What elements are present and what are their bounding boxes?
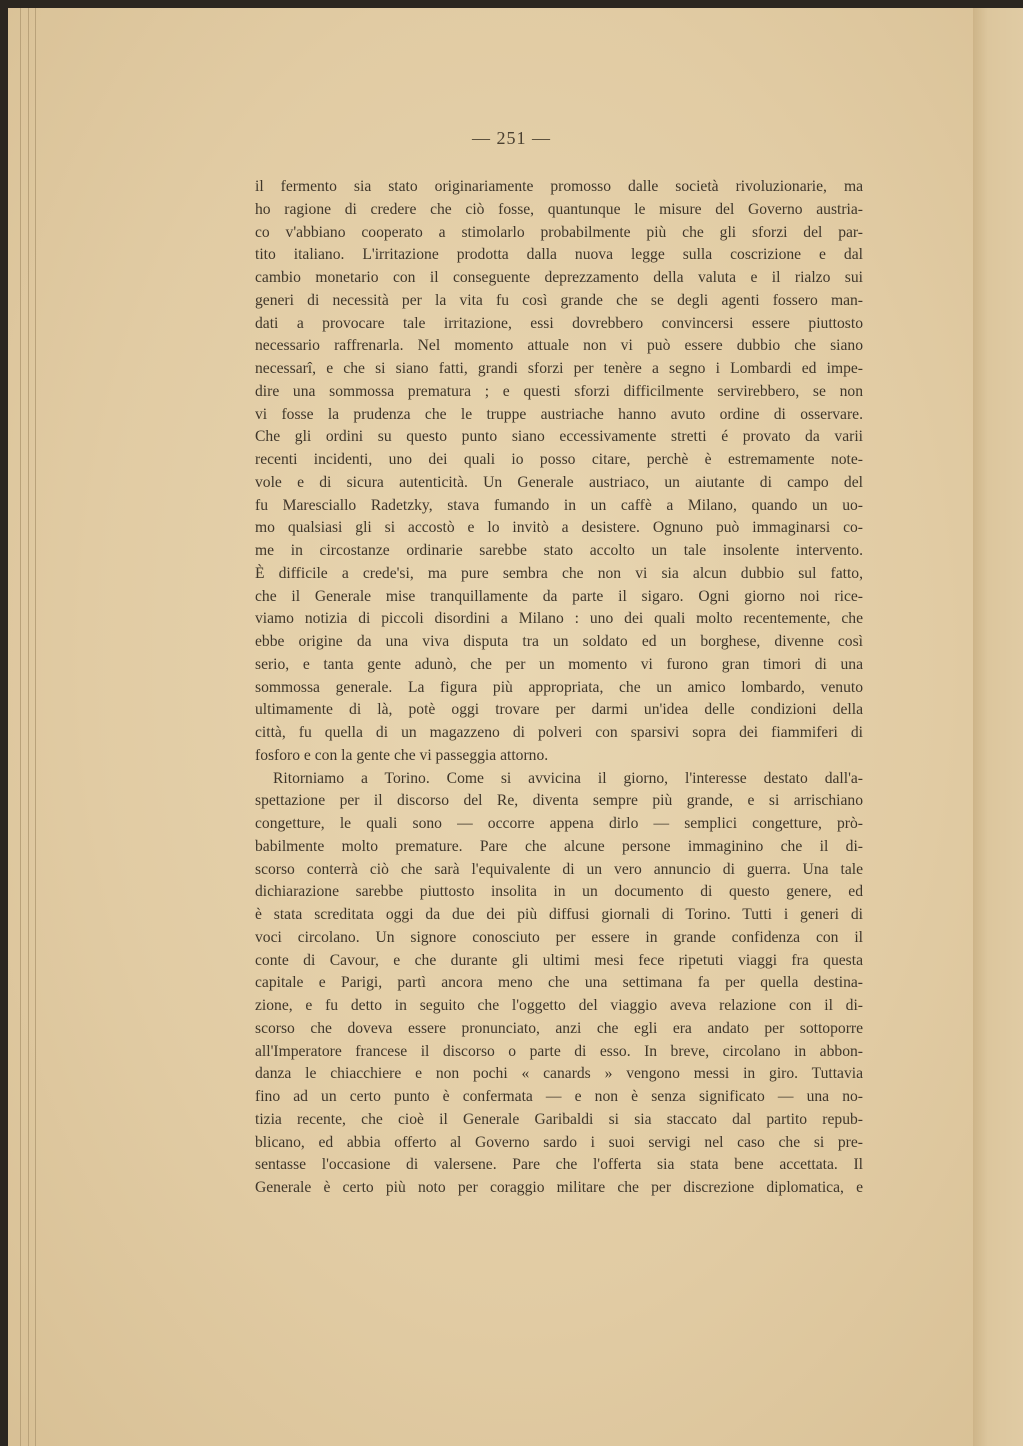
text-line: mo qualsiasi gli si accostò e lo invitò a desistere. Ognuno può immaginarsi co- <box>255 519 863 537</box>
text-line: scorso che doveva essere pronunciato, anzi che egli era andato per sottoporre <box>255 1019 863 1037</box>
text-line: è stata screditata oggi da due dei più diffusi giornali di Torino. Tutti i generi di <box>255 906 863 923</box>
text-line: me in circostanze ordinarie sarebbe stato accolto un tale insolente intervento. <box>255 542 863 559</box>
text-line: generi di necessità per la vita fu così grande che se degli agenti fossero man- <box>255 291 863 309</box>
text-line: conte di Cavour, e che durante gli ultimi mesi fece ripetuti viaggi fra questa <box>255 951 863 969</box>
text-line: È difficile a crede'si, ma pure sembra che non vi sia alcun dubbio sul fatto, <box>255 564 863 582</box>
text-line: ho ragione di credere che ciò fosse, quantunque le misure del Governo austria- <box>255 200 863 218</box>
text-line: Generale è certo più noto per coraggio militare che per discrezione diplomatica, e <box>255 1179 863 1196</box>
page-number-header: — 251 — <box>472 128 551 148</box>
facing-page-edge <box>973 8 1023 1446</box>
text-line: all'Imperatore francese il discorso o parte di esso. In breve, circolano in abbon- <box>255 1042 863 1060</box>
text-line: città, fu quella di un magazzeno di polveri con sparsivi sopra dei fiammiferi di <box>255 724 863 741</box>
body-text <box>255 176 863 1200</box>
text-line: necessarî, e che si siano fatti, grandi sforzi per tenère a segno i Lombardi ed impe- <box>255 360 863 377</box>
text-line: congetture, le quali sono — occorre appena dirlo — semplici congetture, prò- <box>255 815 863 832</box>
text-line: sommossa generale. La figura più appropriata, che un amico lombardo, venuto <box>255 678 863 696</box>
text-line: zione, e fu detto in seguito che l'oggetto del viaggio aveva relazione con il di- <box>255 997 863 1014</box>
page-edge-line <box>28 8 29 1446</box>
text-line: danza le chiacchiere e non pochi « canards » vengono messi in giro. Tuttavia <box>255 1065 863 1083</box>
text-line: co v'abbiano cooperato a stimolarlo probabilmente più che gli sforzi del par- <box>255 223 863 241</box>
text-line: fino ad un certo punto è confermata — e non è senza significato — una no- <box>255 1088 863 1105</box>
text-line: scorso conterrà ciò che sarà l'equivalente di un vero annuncio di guerra. Una tale <box>255 860 863 878</box>
text-line: il fermento sia stato originariamente promosso dalle società rivoluzionarie, ma <box>255 178 863 195</box>
page-edge-line <box>20 8 21 1446</box>
text-line: fu Maresciallo Radetzky, stava fumando in un caffè a Milano, quando un uo- <box>255 496 863 514</box>
paragraph <box>255 176 863 768</box>
text-line: dire una sommossa prematura ; e questi sforzi difficilmente servirebbero, se non <box>255 382 863 400</box>
text-line: ebbe origine da una viva disputa tra un soldato ed un borghese, divenne così <box>255 633 863 650</box>
text-line: fosforo e con la gente che vi passeggia attorno. <box>255 746 549 764</box>
text-line: tizia recente, che cioè il Generale Garibaldi si sia staccato dal partito repub- <box>255 1110 863 1128</box>
text-line: Che gli ordini su questo punto siano eccessivamente stretti é provato da varii <box>255 428 863 446</box>
text-line: vole e di sicura autenticità. Un Generale austriaco, un aiutante di campo del <box>255 473 863 491</box>
text-line: babilmente molto premature. Pare che alcune persone immaginino che il di- <box>255 837 863 855</box>
text-line: spettazione per il discorso del Re, diventa sempre più grande, e si arrischiano <box>255 792 863 810</box>
text-line: che il Generale mise tranquillamente da parte il sigaro. Ogni giorno noi rice- <box>255 587 863 605</box>
text-line: cambio monetario con il conseguente deprezzamento della valuta e il rialzo sui <box>255 269 863 286</box>
text-line: ultimamente di là, potè oggi trovare per darmi un'idea delle condizioni della <box>255 701 863 719</box>
text-line: recenti incidenti, uno dei quali io posso citare, perchè è estremamente note- <box>255 451 863 468</box>
text-line: serio, e tanta gente adunò, che per un momento vi furono gran timori di una <box>255 655 863 673</box>
text-line: necessario raffrenarla. Nel momento attuale non vi può essere dubbio che siano <box>255 337 863 355</box>
text-line: dichiarazione sarebbe piuttosto insolita in un documento di questo genere, ed <box>255 883 863 901</box>
paragraph <box>255 768 863 1200</box>
text-line: capitale e Parigi, partì ancora meno che una settimana fa per quella destina- <box>255 974 863 992</box>
text-line: dati a provocare tale irritazione, essi dovrebbero convincersi essere piuttosto <box>255 314 863 332</box>
page-edge-line <box>35 8 36 1446</box>
text-line: vi fosse la prudenza che le truppe austriache hanno avuto ordine di osservare. <box>255 405 863 423</box>
text-line: viamo notizia di piccoli disordini a Milano : uno dei quali molto recentemente, che <box>255 610 863 628</box>
text-line: tito italiano. L'irritazione prodotta dalla nuova legge sulla coscrizione e dal <box>255 246 863 264</box>
text-line: voci circolano. Un signore conosciuto per essere in grande confidenza con il <box>255 928 863 946</box>
text-line: blicano, ed abbia offerto al Governo sardo i suoi servigi nel caso che si pre- <box>255 1133 863 1151</box>
text-line: sentasse l'occasione di valersene. Pare che l'offerta sia stata bene accettata. Il <box>255 1156 863 1174</box>
text-line: Ritorniamo a Torino. Come si avvicina il giorno, l'interesse destato dall'a- <box>273 769 863 787</box>
